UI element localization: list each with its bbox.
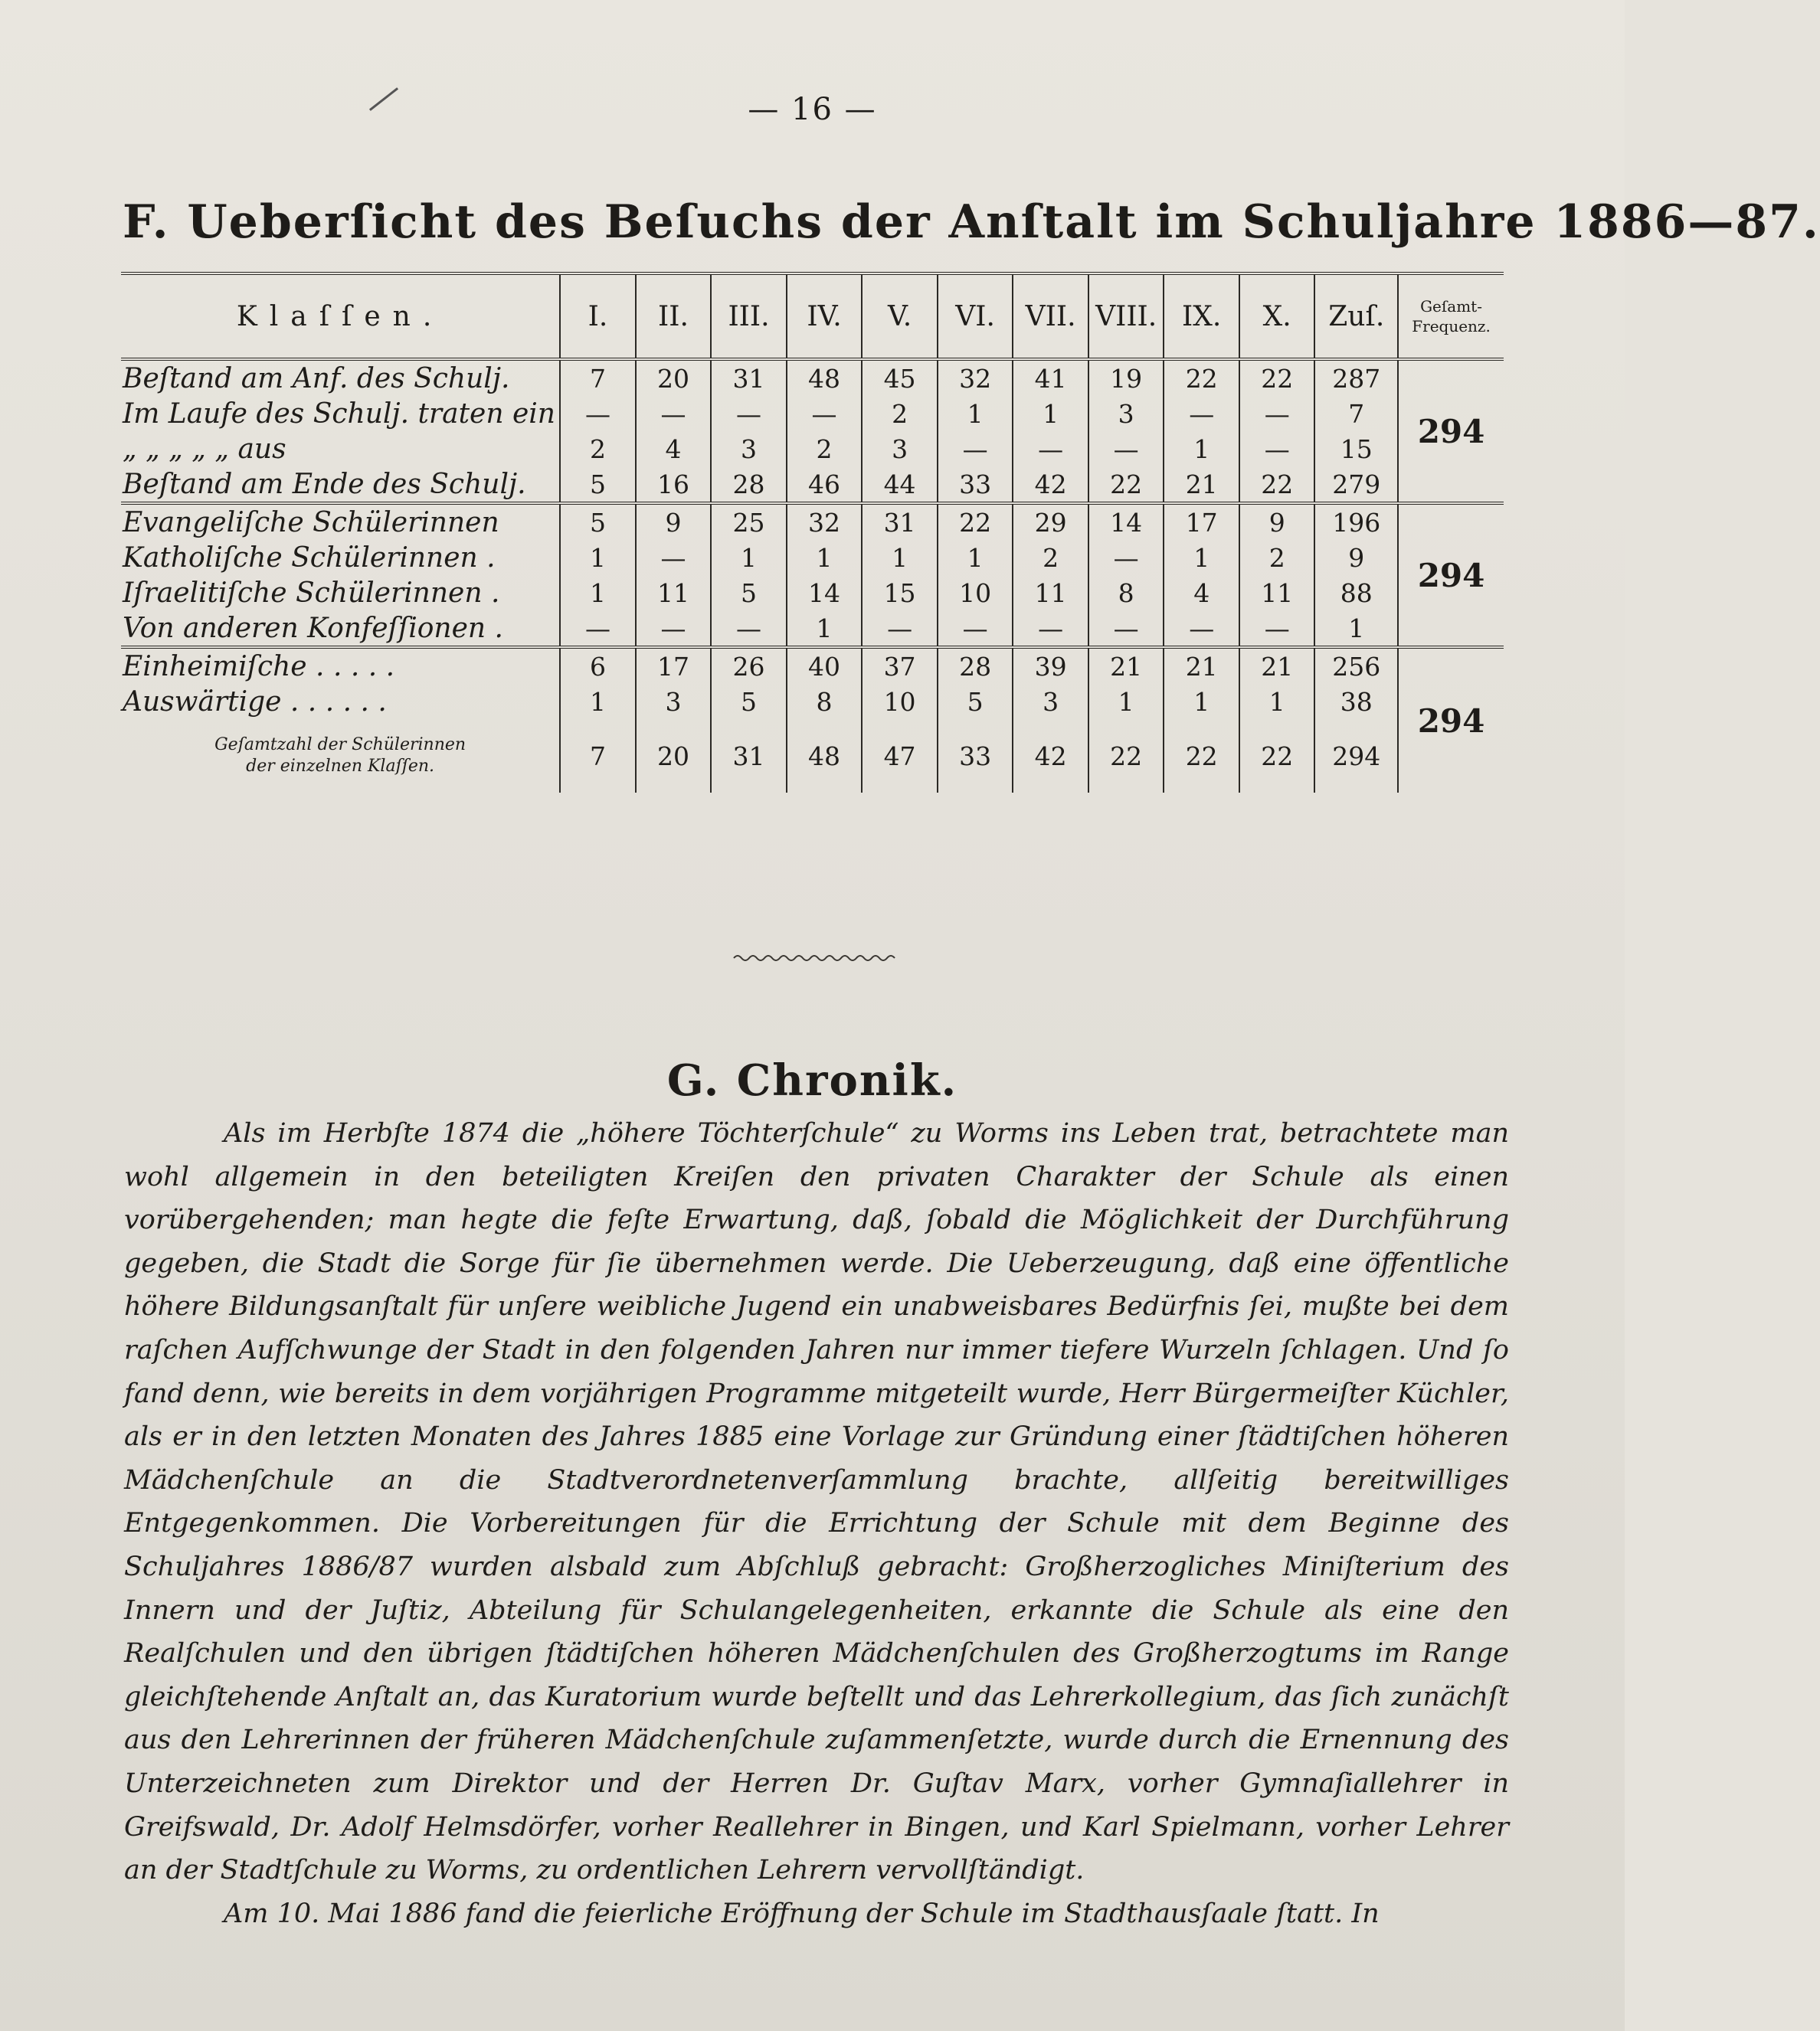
class-count-cell: 48 [787, 359, 863, 396]
class-count-cell: 4 [636, 431, 712, 466]
table-body [121, 359, 1504, 793]
header-total-frequency [1398, 273, 1504, 359]
class-count-cell: — [938, 431, 1013, 466]
class-count-cell: — [636, 540, 712, 575]
class-count-cell: 8 [787, 684, 863, 719]
class-count-cell: 40 [787, 647, 863, 684]
summary-count-cell: 22 [1164, 719, 1239, 793]
row-label: Einheimiſche . . . . . [123, 650, 395, 682]
row-total-cell: 7 [1314, 396, 1398, 431]
chronicle-paragraph-1: Als im Herbſte 1874 die „höhere Töchterſchule“ zu Worms ins Leben trat, betrachtete man wohl allgemein in den beteiligten Kreiſen den privaten Charakter der Schule als einen vorübergehenden; man hegte die feſte Erwartung, daß, ſobald die Möglichkeit der Durchführung gegeben, die Stadt die Sorge für ſie übernehmen werde. Die Ueberzeugung, daß eine öffentliche höhere Bildungsanſtalt für unſere weibliche Jugend ein unabweisbares Bedürfnis ſei, mußte bei dem raſchen Aufſchwunge der Stadt in den folgenden Jahren nur immer tiefere Wurzeln ſchlagen. Und ſo fand denn, wie bereits in dem vorjährigen Programme mitgeteilt wurde, Herr Bürgermeiſter Küchler, als er in den letzten Monaten des Jahres 1885 eine Vorlage zur Gründung einer ſtädtiſchen höheren Mädchenſchule an die Stadtverordnetenverſammlung brachte, allſeitig bereitwilliges Entgegenkommen. Die Vorbereitungen für die Errichtung der Schule mit dem Beginne des Schuljahres 1886/87 wurden alsbald zum Abſchluß gebracht: Großherzogliches Miniſterium des Innern und der Juſtiz, Abteilung für Schulangelegenheiten, erkannte die Schule als eine den Realſchulen und den übrigen ſtädtiſchen höheren Mädchenſchulen des Großherzogtums im Range gleichſtehende Anſtalt an, das Kuratorium wurde beſtellt und das Lehrerkollegium, das ſich zunächſt aus den Lehrerinnen der früheren Mädchenſchule zuſammenſetzte, wurde durch die Ernennung des Unterzeichneten zum Direktor und der Herren Dr. Guſtav Marx, vorher Gymnaſiallehrer in Greifswald, Dr. Adolf Helmsdörfer, vorher Reallehrer in Bingen, und Karl Spielmann, vorher Lehrer an der Stadtſchule zu Worms, zu ordentlichen Lehrern vervollſtändigt. [124, 1118, 1509, 1886]
class-count-cell: 20 [636, 359, 712, 396]
class-count-cell: 32 [938, 359, 1013, 396]
class-count-cell: 8 [1088, 575, 1164, 610]
class-count-cell: 14 [787, 575, 863, 610]
table-row [121, 396, 1504, 431]
page-number: — 16 — [748, 92, 877, 127]
row-label: Katholiſche Schülerinnen . [123, 541, 496, 574]
table-row [121, 610, 1504, 647]
class-count-cell: 22 [938, 503, 1013, 540]
class-count-cell: 21 [1239, 647, 1315, 684]
table-row [121, 466, 1504, 503]
class-count-cell: 16 [636, 466, 712, 503]
row-label: Von anderen Konfeſſionen . [121, 610, 560, 647]
class-count-cell: 45 [862, 359, 938, 396]
class-count-cell: — [560, 610, 636, 647]
class-count-cell: — [636, 610, 712, 647]
header-col-6: VI. [938, 273, 1013, 359]
header-col-2: II. [636, 273, 712, 359]
class-count-cell: 33 [938, 466, 1013, 503]
class-count-cell: 2 [560, 431, 636, 466]
class-count-cell: — [1013, 610, 1088, 647]
class-count-cell: 6 [560, 647, 636, 684]
table-row [121, 575, 1504, 610]
summary-count-cell: 31 [711, 719, 787, 793]
row-total-cell: 256 [1314, 647, 1398, 684]
total-frequency-cell: 294 [1398, 359, 1504, 503]
class-count-cell: — [862, 610, 938, 647]
class-count-cell: 37 [862, 647, 938, 684]
class-count-cell: — [560, 396, 636, 431]
row-total-cell: 287 [1314, 359, 1398, 396]
class-count-cell: 1 [862, 540, 938, 575]
class-count-cell: 21 [1164, 647, 1239, 684]
class-count-cell: 1 [1164, 431, 1239, 466]
class-count-cell: 10 [938, 575, 1013, 610]
row-label: Beſtand am Ende des Schulj. [121, 466, 560, 503]
class-count-cell: 1 [938, 540, 1013, 575]
class-count-cell: — [1088, 540, 1164, 575]
class-count-cell: 1 [787, 610, 863, 647]
class-count-cell: — [938, 610, 1013, 647]
class-count-cell: — [1239, 610, 1315, 647]
class-count-cell: 1 [560, 540, 636, 575]
total-frequency-cell: 294 [1398, 647, 1504, 793]
row-total-cell: 38 [1314, 684, 1398, 719]
class-count-cell: 17 [636, 647, 712, 684]
summary-count-cell: 42 [1013, 719, 1088, 793]
class-count-cell: 5 [711, 575, 787, 610]
class-count-cell: — [1164, 396, 1239, 431]
table-row [121, 540, 1504, 575]
class-count-cell: — [1239, 431, 1315, 466]
row-label: Evangeliſche Schülerinnen [123, 506, 499, 538]
row-label: Iſraelitiſche Schülerinnen . [123, 577, 500, 609]
class-count-cell: 4 [1164, 575, 1239, 610]
class-count-cell: 11 [1013, 575, 1088, 610]
class-count-cell: 3 [862, 431, 938, 466]
table-row [121, 684, 1504, 719]
table-row [121, 431, 1504, 466]
class-count-cell: 9 [1239, 503, 1315, 540]
class-count-cell: 2 [1013, 540, 1088, 575]
class-count-cell: 42 [1013, 466, 1088, 503]
class-count-cell: 1 [1164, 540, 1239, 575]
class-count-cell: 25 [711, 503, 787, 540]
header-freq-line1: Geſamt- [1420, 297, 1482, 316]
class-count-cell: 22 [1164, 359, 1239, 396]
row-total-cell: 15 [1314, 431, 1398, 466]
class-count-cell: 39 [1013, 647, 1088, 684]
table-row [121, 359, 1504, 396]
class-count-cell: 46 [787, 466, 863, 503]
class-count-cell: 1 [787, 540, 863, 575]
class-count-cell: — [711, 396, 787, 431]
class-count-cell: — [636, 396, 712, 431]
class-count-cell: 10 [862, 684, 938, 719]
summary-count-cell: 47 [862, 719, 938, 793]
summary-count-cell: 20 [636, 719, 712, 793]
table-row [121, 503, 1504, 540]
class-count-cell: — [787, 396, 863, 431]
class-count-cell: 28 [711, 466, 787, 503]
row-total-cell: 279 [1314, 466, 1398, 503]
summary-label [121, 719, 560, 793]
header-col-8: VIII. [1088, 273, 1164, 359]
row-total-cell: 196 [1314, 503, 1398, 540]
chronicle-paragraph-2: Am 10. Mai 1886 fand die feierliche Eröffnung der Schule im Stadthausſaale ſtatt. In [224, 1898, 1380, 1929]
table-header-row [121, 273, 1504, 359]
class-count-cell: — [1164, 610, 1239, 647]
class-count-cell: 1 [560, 575, 636, 610]
header-col-7: VII. [1013, 273, 1088, 359]
class-count-cell: 14 [1088, 503, 1164, 540]
class-count-cell: 11 [636, 575, 712, 610]
class-count-cell: — [1239, 396, 1315, 431]
class-count-cell: 3 [711, 431, 787, 466]
attendance-table-wrapper [121, 272, 1504, 793]
class-count-cell: 11 [1239, 575, 1315, 610]
class-count-cell: 15 [862, 575, 938, 610]
class-count-cell: 1 [1013, 396, 1088, 431]
row-total-cell: 1 [1314, 610, 1398, 647]
class-count-cell: 5 [560, 466, 636, 503]
class-count-cell: 17 [1164, 503, 1239, 540]
class-count-cell: 2 [862, 396, 938, 431]
class-count-cell: 29 [1013, 503, 1088, 540]
row-total-cell: 9 [1314, 540, 1398, 575]
class-count-cell: 1 [560, 684, 636, 719]
header-classes: Klaſſen. [121, 273, 560, 359]
header-freq-line2: Frequenz. [1412, 317, 1491, 335]
class-count-cell: 9 [636, 503, 712, 540]
header-col-4: IV. [787, 273, 863, 359]
row-label: Im Laufe des Schulj. traten ein [123, 397, 555, 430]
wavy-separator [734, 953, 895, 963]
class-count-cell: 22 [1239, 466, 1315, 503]
class-count-cell: — [1013, 431, 1088, 466]
class-count-cell: 5 [560, 503, 636, 540]
total-frequency-cell: 294 [1398, 503, 1504, 647]
class-count-cell: — [1088, 431, 1164, 466]
class-count-cell: 3 [1088, 396, 1164, 431]
class-count-cell: 1 [1088, 684, 1164, 719]
section-f-title: F. Ueberſicht des Beſuchs der Anſtalt im Schuljahre 1886—87. [123, 195, 1820, 249]
class-count-cell: 32 [787, 503, 863, 540]
class-count-cell: 2 [1239, 540, 1315, 575]
summary-count-cell: 294 [1314, 719, 1398, 793]
class-count-cell: 1 [938, 396, 1013, 431]
class-count-cell: 22 [1239, 359, 1315, 396]
row-label: Beſtand am Anf. des Schulj. [123, 362, 510, 394]
class-count-cell: 31 [711, 359, 787, 396]
summary-label-line2: der einzelnen Klaſſen. [246, 757, 435, 776]
header-col-5: V. [862, 273, 938, 359]
class-count-cell: — [1088, 610, 1164, 647]
row-label: „ „ „ „ „ aus [123, 433, 286, 465]
header-col-1: I. [560, 273, 636, 359]
table-row [121, 647, 1504, 684]
summary-count-cell: 48 [787, 719, 863, 793]
class-count-cell: 7 [560, 359, 636, 396]
class-count-cell: 5 [711, 684, 787, 719]
section-g-title: G. Chronik. [666, 1055, 958, 1106]
class-count-cell: 19 [1088, 359, 1164, 396]
class-count-cell: — [711, 610, 787, 647]
chronicle-text [124, 1112, 1509, 1935]
class-count-cell: 5 [938, 684, 1013, 719]
summary-count-cell: 33 [938, 719, 1013, 793]
class-count-cell: 26 [711, 647, 787, 684]
class-count-cell: 2 [787, 431, 863, 466]
summary-count-cell: 7 [560, 719, 636, 793]
class-count-cell: 1 [1239, 684, 1315, 719]
class-count-cell: 44 [862, 466, 938, 503]
class-count-cell: 3 [636, 684, 712, 719]
class-count-cell: 1 [1164, 684, 1239, 719]
summary-row [121, 719, 1504, 793]
header-col-total: Zuſ. [1314, 273, 1398, 359]
header-col-10: X. [1239, 273, 1315, 359]
class-count-cell: 22 [1088, 466, 1164, 503]
summary-count-cell: 22 [1088, 719, 1164, 793]
header-col-3: III. [711, 273, 787, 359]
summary-label-line1: Geſamtzahl der Schülerinnen [214, 735, 466, 754]
class-count-cell: 28 [938, 647, 1013, 684]
class-count-cell: 1 [711, 540, 787, 575]
class-count-cell: 21 [1164, 466, 1239, 503]
class-count-cell: 41 [1013, 359, 1088, 396]
class-count-cell: 31 [862, 503, 938, 540]
summary-count-cell: 22 [1239, 719, 1315, 793]
row-label: Auswärtige . . . . . . [123, 685, 387, 718]
attendance-table [121, 272, 1504, 793]
row-total-cell: 88 [1314, 575, 1398, 610]
class-count-cell: 3 [1013, 684, 1088, 719]
header-col-9: IX. [1164, 273, 1239, 359]
class-count-cell: 21 [1088, 647, 1164, 684]
